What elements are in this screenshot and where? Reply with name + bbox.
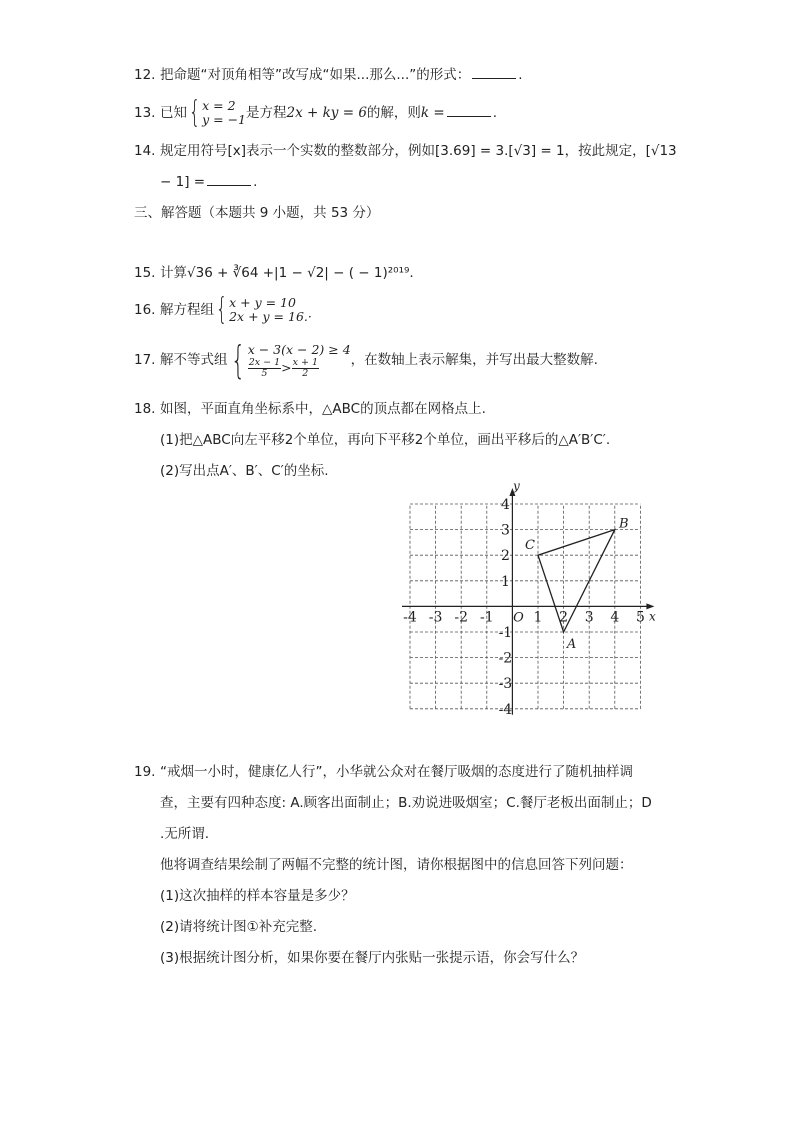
question-number: 17. <box>134 352 156 368</box>
vertex-label-c: C <box>525 538 535 554</box>
x-tick-label: 5 <box>635 609 645 626</box>
x-tick-label: -1 <box>479 609 494 626</box>
vertex-label-a: A <box>566 637 577 652</box>
x-axis-label: x <box>649 609 656 624</box>
answer-blank[interactable] <box>447 104 491 117</box>
y-tick-label: -4 <box>498 701 513 718</box>
vertex-label-b: B <box>619 516 629 532</box>
question-18-sub1: (1)把△ABC向左平移2个单位，再向下平移2个单位，画出平移后的△A′B′C′. <box>160 432 611 448</box>
y-tick-label: 2 <box>500 548 510 565</box>
answer-blank[interactable] <box>207 173 251 186</box>
x-tick-label: 3 <box>584 609 594 626</box>
question-number: 12. <box>134 67 156 83</box>
x-tick-label: 1 <box>533 609 543 626</box>
y-tick-label: -1 <box>498 625 513 641</box>
y-tick-label: -3 <box>498 676 513 693</box>
question-19-sub2: (2)请将统计图①补充完整. <box>160 919 318 935</box>
equation-system: x + y = 10 2x + y = 16.· <box>229 295 312 324</box>
y-tick-label: 3 <box>500 522 510 539</box>
question-19-line2: 查，主要有四种态度: A.顾客出面制止；B.劝说进吸烟室；C.餐厅老板出面制止；D <box>160 795 652 811</box>
question-19 <box>134 763 633 781</box>
y-tick-label: 1 <box>500 573 510 590</box>
question-13: 13. 已知{ x = 2 y = −1 是方程2x + ky = 6的解，则k = . <box>134 95 497 130</box>
question-text: 规定用符号[x]表示一个实数的整数部分，例如[3.69] = 3.[√3] = 1，按此规定，[√13 <box>160 143 677 159</box>
system-brace: { <box>188 95 201 130</box>
question-text: 计算√36 + ∛64 +|1 − √2| − ( − 1)²⁰¹⁹. <box>160 265 414 281</box>
question-19-line3: .无所谓. <box>160 826 210 842</box>
question-number: 19. <box>134 764 156 780</box>
question-12: 12. 把命题“对顶角相等”改写成“如果...那么...”的形式： . <box>134 67 523 83</box>
question-18-sub2: (2)写出点A′、B′、C′的坐标. <box>160 463 329 479</box>
x-tick-label: -3 <box>428 609 443 626</box>
question-14-cont: − 1] = . <box>160 174 258 190</box>
x-tick-label: -2 <box>454 609 469 626</box>
question-number: 13. <box>134 105 156 121</box>
y-tick-label: -2 <box>498 650 513 667</box>
x-tick-label: 4 <box>610 609 620 626</box>
question-17: 17. 解不等式组{ x − 3(x − 2) ≥ 4 $\frac{2x - 1}{5}$ > $\frac{x + 1}{2}$ ，在数轴上表示解集，并写出最大整数解. <box>134 338 598 382</box>
question-number: 18. <box>134 401 156 417</box>
equation-system: x = 2 y = −1 <box>202 98 247 127</box>
question-text: “戒烟一小时，健康亿人行”，小华就公众对在餐厅吸烟的态度进行了随机抽样调 <box>160 764 633 780</box>
question-15 <box>134 264 414 282</box>
coordinate-grid-figure <box>398 482 668 722</box>
question-18 <box>134 400 486 418</box>
origin-label: O <box>513 610 524 626</box>
question-14 <box>134 142 677 160</box>
question-19-line4: 他将调查结果绘制了两幅不完整的统计图，请你根据图中的信息回答下列问题： <box>160 857 633 873</box>
question-19-sub3: (3)根据统计图分析，如果你要在餐厅内张贴一张提示语，你会写什么？ <box>160 950 585 966</box>
question-number: 16. <box>134 302 156 318</box>
question-16: 16. 解方程组{ x + y = 10 2x + y = 16.· <box>134 292 312 327</box>
axes <box>402 488 654 715</box>
answer-blank[interactable] <box>472 66 516 79</box>
question-number: 14. <box>134 143 156 159</box>
system-brace: { <box>215 292 228 327</box>
inequality-system: x − 3(x − 2) ≥ 4 $\frac{2x - 1}{5}$ > $\frac{x + 1}{2}$ <box>247 341 351 379</box>
system-brace: { <box>230 338 245 382</box>
section-title: 三、解答题（本题共 9 小题，共 53 分） <box>134 205 380 221</box>
question-19-sub1: (1)这次抽样的样本容量是多少？ <box>160 888 355 904</box>
x-tick-label: 2 <box>559 609 569 626</box>
question-number: 15. <box>134 265 156 281</box>
y-axis-label: y <box>513 482 520 493</box>
y-tick-label: 4 <box>500 497 510 513</box>
x-tick-label: -4 <box>403 609 417 626</box>
question-text: 把命题“对顶角相等”改写成“如果...那么...”的形式： <box>160 67 471 83</box>
question-text: 如图，平面直角坐标系中，△ABC的顶点都在网格点上. <box>160 401 486 417</box>
